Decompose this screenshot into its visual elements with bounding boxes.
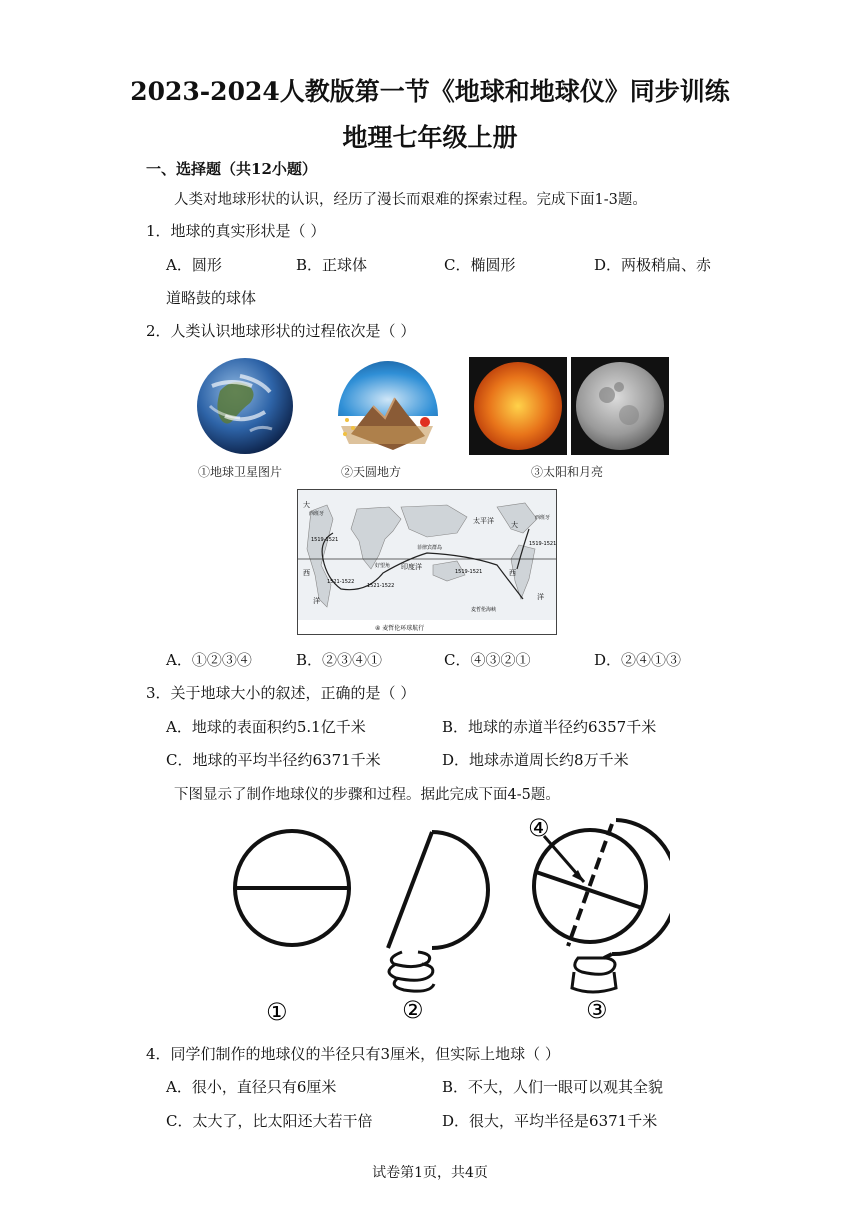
sun-and-moon-image [469, 357, 669, 455]
question-1-option-d-continued: 道略鼓的球体 [166, 289, 257, 307]
figure-label-2: ② [402, 996, 424, 1024]
map-label-yang-right: 洋 [537, 593, 544, 601]
map-label-cape: 好望角 [375, 563, 391, 569]
question-4-option-b[interactable]: B．不大，人们一眼可以观其全貌 [442, 1078, 664, 1096]
section-heading: 一、选择题（共12小题） [146, 160, 317, 178]
map-label-year-1521b: 1521-1522 [367, 583, 395, 589]
question-2-option-a[interactable]: A．①②③④ [166, 651, 252, 669]
map-label-spain-left: 西班牙 [309, 511, 325, 517]
question-2-option-c[interactable]: C．④③②① [444, 651, 531, 669]
map-label-yang: 洋 [313, 597, 320, 605]
map-label-year-1519-right: 1519-1521 [529, 541, 557, 547]
magellan-voyage-map [297, 489, 557, 635]
globe-making-figure [220, 812, 670, 1027]
caption-earth: ①地球卫星图片 [198, 465, 283, 479]
question-3-option-c[interactable]: C．地球的平均半径约6371千米 [166, 751, 381, 769]
caption-sun-moon: ③太阳和月亮 [531, 465, 604, 479]
question-3-option-d[interactable]: D．地球赤道周长约8万千米 [442, 751, 629, 769]
map-label-magellan-strait: 麦哲伦海峡 [471, 607, 497, 613]
map-label-year-1519: 1519-1521 [311, 537, 339, 543]
map-label-xi: 西 [303, 569, 310, 577]
question-1-stem: 1．地球的真实形状是（ ） [146, 222, 326, 240]
map-label-year-1521: 1521-1522 [327, 579, 355, 585]
page-subtitle: 地理七年级上册 [342, 123, 518, 152]
earth-satellite-image [190, 356, 300, 456]
question-1-option-c[interactable]: C．椭圆形 [444, 256, 516, 274]
figure-label-4: ④ [528, 814, 550, 842]
figure-label-1: ① [266, 998, 288, 1026]
page-title: 2023-2024人教版第一节《地球和地球仪》同步训练 [130, 77, 730, 106]
question-3-stem: 3．关于地球大小的叙述，正确的是（ ） [146, 684, 416, 702]
map-label-philippines: 菲律宾群岛 [417, 545, 443, 551]
intro-text-2: 下图显示了制作地球仪的步骤和过程。据此完成下面4-5题。 [174, 787, 560, 803]
question-4-option-d[interactable]: D．很大，平均半径是6371千米 [442, 1112, 658, 1130]
question-2-option-d[interactable]: D．②④①③ [594, 651, 682, 669]
map-label-xi-right: 西 [509, 569, 516, 577]
dome-heaven-earth-image [333, 354, 443, 458]
question-4-stem: 4．同学们制作的地球仪的半径只有3厘米，但实际上地球（ ） [146, 1045, 560, 1063]
question-3-option-a[interactable]: A．地球的表面积约5.1亿千米 [166, 718, 366, 736]
map-label-pacific: 太平洋 [473, 517, 494, 525]
question-1-option-d[interactable]: D．两极稍扁、赤 [594, 256, 712, 274]
map-label-da: 大 [303, 501, 310, 509]
question-3-option-b[interactable]: B．地球的赤道半径约6357千米 [442, 718, 657, 736]
question-1-option-b[interactable]: B．正球体 [296, 256, 368, 274]
page-footer: 试卷第1页，共4页 [372, 1165, 488, 1181]
question-4-option-c[interactable]: C．太大了，比太阳还大若干倍 [166, 1112, 373, 1130]
map-label-da-right: 大 [511, 521, 518, 529]
question-4-option-a[interactable]: A．很小，直径只有6厘米 [166, 1078, 337, 1096]
caption-magellan: ④ 麦哲伦环球航行 [375, 625, 425, 632]
caption-dome: ②天圆地方 [341, 465, 402, 479]
figure-label-3: ③ [586, 996, 608, 1024]
intro-text-1: 人类对地球形状的认识，经历了漫长而艰难的探索过程。完成下面1-3题。 [174, 192, 647, 208]
map-label-indian: 印度洋 [401, 563, 422, 571]
map-label-spain-right: 西班牙 [535, 515, 551, 521]
map-label-year-1520: 1519-1521 [455, 569, 483, 575]
question-2-option-b[interactable]: B．②③④① [296, 651, 383, 669]
question-1-option-a[interactable]: A．圆形 [166, 256, 222, 274]
question-2-stem: 2．人类认识地球形状的过程依次是（ ） [146, 322, 416, 340]
